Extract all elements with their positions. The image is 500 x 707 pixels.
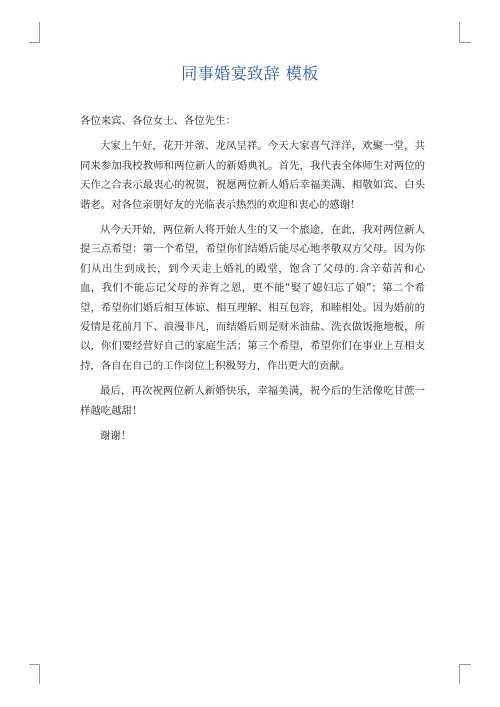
paragraph-thanks: 谢谢！ [100, 430, 132, 443]
crop-mark-top-left [29, 22, 40, 42]
crop-mark-bottom-right [459, 664, 460, 684]
paragraph-greeting: 大家上午好，花开并蒂、龙凤呈祥。今天大家喜气洋洋，欢聚一堂，共同来参加我校教师和两位新人的新婚典礼。首先，我代表全体师生对两位的天作之合表示最衷心的祝贺，祝愿两位新人婚后幸福美满、相敬如宾、白头谐老。对各位亲朋好友的光临表示热烈的欢迎和衷心的感谢！ [80, 140, 425, 211]
salutation: 各位来宾、各位女士、各位先生： [80, 115, 236, 127]
crop-mark-bottom-left [39, 664, 40, 684]
crop-mark-top-left-h [29, 42, 40, 43]
paragraph-wishes: 从今天开始，两位新人将开始人生的又一个旅途，在此，我对两位新人提三点希望：第一个希望，希望你们结婚后能尽心地孝敬双方父母。因为你们从出生到成长，到今天走上婚礼的殿堂，饱含了父母的.含辛茹苦和心血，我们不能忘记父母的养育之恩，更不能“娶了媳妇忘了娘”；第二个希望，希望你们婚后相互体谅、相互理解、相互包容，和睦相处。因为婚前的爱情是花前月下、浪漫非凡，而结婚后则是财米油盐、洗衣做饭拖地板，所以，你们要经营好自己的家庭生活；第三个希望，希望你们在事业上互相支持，各自在自己的工作岗位上积极努力，作出更大的贡献。 [80, 224, 425, 372]
document-title: 同事婚宴致辞 模板 [181, 64, 319, 83]
crop-mark-bottom-right-h [459, 664, 471, 665]
document-body [80, 112, 425, 453]
crop-mark-top-right [459, 22, 460, 42]
crop-mark-top-right-h [459, 42, 471, 43]
paragraph-closing: 最后，再次祝两位新人新婚快乐，幸福美满，祝今后的生活像吃甘蔗一样越吃越甜！ [80, 385, 425, 417]
